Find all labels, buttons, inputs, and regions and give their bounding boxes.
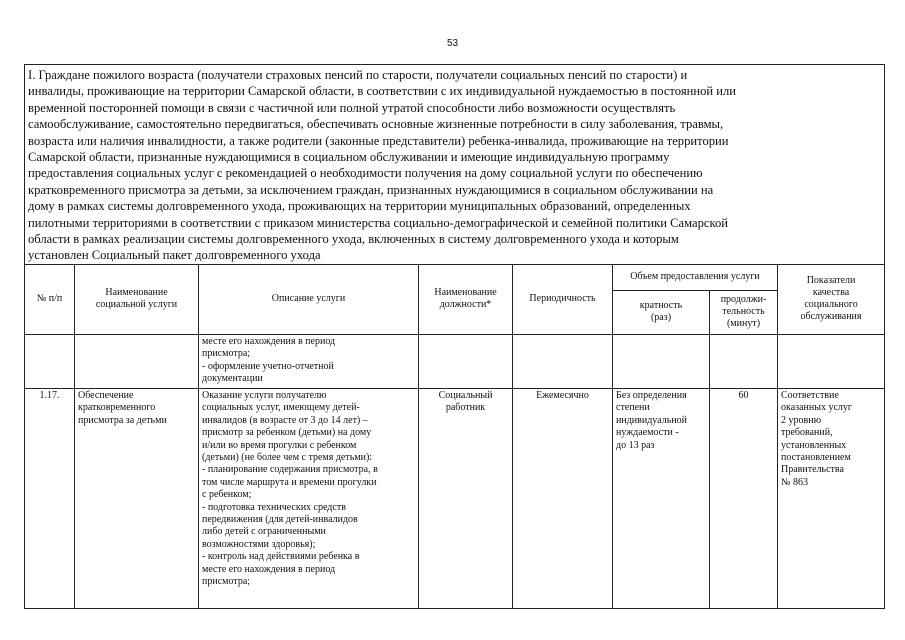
text-line: месте его нахождения в период xyxy=(202,563,336,575)
text-line: установленных xyxy=(781,439,847,451)
text-line: присмотра; xyxy=(202,575,251,587)
cell-position xyxy=(419,334,513,388)
section-heading-row xyxy=(25,65,885,265)
text-line: до 13 раз xyxy=(616,439,655,451)
text-line: самообслуживание, самостоятельно передвигаться, обеспечивать основные жизненные потребности в силу заболевания, травмы, xyxy=(28,117,724,132)
text-line: возраста или наличия инвалидности, а также родители (законные представители) ребенка-инвалида, проживающие на территории xyxy=(28,133,729,148)
col-header-volume: Объем предоставления услуги xyxy=(613,264,778,290)
services-table xyxy=(24,64,885,609)
text-line: кратковременного xyxy=(78,402,156,414)
text-line: дому в рамках системы долговременного ухода, проживающих на территории муниципальных образований, определенных xyxy=(28,199,691,214)
header-row-1 xyxy=(25,264,885,290)
cell-service-name xyxy=(75,388,199,608)
text-line: - планирование содержания присмотра, в xyxy=(202,464,378,476)
text-line: требований, xyxy=(781,427,833,439)
text-line: Наименование xyxy=(105,287,168,299)
section-heading-text xyxy=(28,67,881,264)
col-header-multiplicity xyxy=(613,290,710,334)
cell-frequency xyxy=(513,388,613,608)
text-line: присмотра за детьми xyxy=(78,414,167,426)
col-header-service-name xyxy=(75,264,199,334)
text-line: продолжи- xyxy=(720,294,767,306)
col-header-position xyxy=(419,264,513,334)
text-line: (раз) xyxy=(650,312,672,324)
text-line: должности* xyxy=(439,299,492,311)
cell-service-name xyxy=(75,334,199,388)
text-line: возможностями здоровья); xyxy=(202,538,316,550)
text-line: социальных услуг, имеющему детей- xyxy=(202,402,360,414)
text-line: обслуживания xyxy=(800,311,862,323)
text-line: пилотными территориями в соответствии с приказом министерства социально-демографической и семейной политики Самарской xyxy=(28,215,728,230)
cell-duration xyxy=(710,334,778,388)
text-line: установлен Социальный пакет долговременного ухода xyxy=(28,248,321,263)
text-line: Показатели xyxy=(806,275,856,287)
text-line: Самарской области, признанные нуждающимися в социальном обслуживании и имеющие индивидуальную программу xyxy=(28,150,670,165)
text-line: присмотр за ребенком (детьми) на дому xyxy=(202,427,372,439)
text-line: степени xyxy=(616,402,650,414)
text-line: работник xyxy=(445,402,486,414)
col-header-num: № п/п xyxy=(25,264,75,334)
text-line: (детьми) (не более чем с тремя детьми): xyxy=(202,451,373,463)
table-row xyxy=(25,334,885,388)
col-header-duration xyxy=(710,290,778,334)
cell-num: 1.17. xyxy=(25,388,75,608)
cell-num xyxy=(25,334,75,388)
page-number: 53 xyxy=(446,38,459,49)
cell-multiplicity xyxy=(613,334,710,388)
col-header-quality xyxy=(778,264,885,334)
text-line: предоставления социальных услуг с рекомендацией о необходимости получения на дому социальной услуги по обеспечению xyxy=(28,166,703,181)
text-line: качества xyxy=(812,287,850,299)
text-line: кратковременного присмотра за детьми, за исключением граждан, признанных нуждающимися в социальном обслуживании на xyxy=(28,182,714,197)
text-line: с ребенком; xyxy=(202,489,252,501)
cell-multiplicity xyxy=(613,388,710,608)
text-line: социальной услуги xyxy=(95,299,178,311)
col-header-description: Описание услуги xyxy=(199,264,419,334)
text-line: том числе маршрута и времени прогулки xyxy=(202,476,377,488)
text-line: документации xyxy=(202,373,263,385)
cell-description xyxy=(199,334,419,388)
text-line: I. Граждане пожилого возраста (получатели страховых пенсий по старости, получатели социальных пенсий по старости) и xyxy=(28,68,688,82)
text-line: и/или во время прогулки с ребенком xyxy=(202,439,357,451)
table-row xyxy=(25,388,885,608)
text-line: области в рамках реализации системы долговременного ухода, включенных в систему долговременного ухода и которым xyxy=(28,232,679,247)
section-heading xyxy=(25,65,885,265)
text-line: инвалиды, проживающие на территории Самарской области, в соответствии с их индивидуальной нуждаемостью в постоянной или xyxy=(28,84,737,99)
text-line: - контроль над действиями ребенка в xyxy=(202,551,360,563)
text-line: Социальный xyxy=(438,389,493,401)
cell-quality xyxy=(778,334,885,388)
text-line: социального xyxy=(804,299,858,311)
text-line: Правительства xyxy=(781,464,844,476)
text-line: присмотра; xyxy=(202,348,251,360)
text-line: № 863 xyxy=(781,476,809,488)
text-line: месте его нахождения в период xyxy=(202,335,336,347)
text-line: либо детей с ограниченными xyxy=(202,526,326,538)
text-line: - подготовка технических средств xyxy=(202,501,346,513)
text-line: кратность xyxy=(639,300,683,312)
cell-duration: 60 xyxy=(710,388,778,608)
text-line: постановлением xyxy=(781,451,851,463)
text-line: Наименование xyxy=(434,287,497,299)
cell-position xyxy=(419,388,513,608)
text-line: Оказание услуги получателю xyxy=(202,389,327,401)
text-line: Соответствие xyxy=(781,389,839,401)
text-line: Обеспечение xyxy=(78,389,134,401)
text-line: Ежемесячно xyxy=(536,389,589,401)
text-line: 2 уровню xyxy=(781,414,822,426)
text-line: (минут) xyxy=(726,318,761,330)
text-line: - оформление учетно-отчетной xyxy=(202,360,334,372)
text-line: Без определения xyxy=(616,389,687,401)
text-line: тельность xyxy=(722,306,765,318)
text-line: передвижения (для детей-инвалидов xyxy=(202,513,358,525)
cell-quality xyxy=(778,388,885,608)
col-header-frequency: Периодичность xyxy=(513,264,613,334)
text-line: инвалидов (в возрасте от 3 до 14 лет) – xyxy=(202,414,368,426)
text-line: оказанных услуг xyxy=(781,402,852,414)
text-line: нуждаемости - xyxy=(616,427,679,439)
cell-description xyxy=(199,388,419,608)
cell-frequency xyxy=(513,334,613,388)
text-line: индивидуальной xyxy=(616,414,687,426)
text-line: временной посторонней помощи в связи с частичной или полной утратой способности либо возможности осуществлять xyxy=(28,100,676,115)
